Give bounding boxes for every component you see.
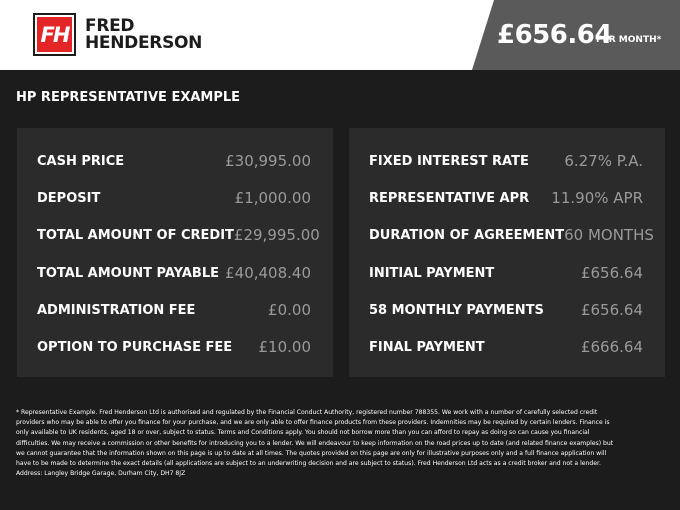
logo-icon[interactable]	[33, 13, 76, 56]
per-month-label: PER MONTH*	[596, 35, 662, 45]
finance-label: OPTION TO PURCHASE FEE	[37, 339, 233, 355]
finance-value: 6.27% P.A.	[564, 152, 643, 170]
finance-value: £0.00	[268, 301, 311, 319]
finance-disclaimer: * Representative Example. Fred Henderson Ltd is authorised and regulated by the Financial Conduct Authority, registered number 788355. We work with a number of carefully selected credit providers who may be able to offer you finance for your purchase, and we are only able to offer finance products from these providers. Indemnities may be required by certain lenders. Finance is only available to UK residents, aged 18 or over, subject to status. Terms and Conditions apply. You should not borrow more than you can afford to repay as doing so can cause you financial difficulties. We may receive a commission or other benefits for introducing you to a lender. We will endeavour to keep information on the road prices up to date (and related finance examples) but we cannot guarantee that the information shown on this page is up to date at all times. The quotes provided on this page are only for illustrative purposes only and a full finance application will have to be made to determine the exact details (all applications are subject to an underwriting decision and are subject to status). Fred Henderson Ltd acts as a credit broker and not a lender. Address: Langley Bridge Garage, Durham City, DH7 8JZ	[16, 409, 614, 478]
finance-row	[37, 299, 311, 321]
finance-value: £656.64	[580, 264, 643, 282]
finance-label: ADMINISTRATION FEE	[37, 302, 196, 318]
section-title: HP REPRESENTATIVE EXAMPLE	[16, 90, 241, 105]
logo-initials: FH	[35, 15, 74, 54]
finance-row	[37, 187, 311, 209]
finance-label: INITIAL PAYMENT	[369, 265, 495, 281]
finance-value: £40,408.40	[225, 264, 311, 282]
finance-row	[369, 224, 654, 246]
finance-panel-left	[17, 128, 333, 377]
finance-row	[369, 187, 643, 209]
finance-label: 58 MONTHLY PAYMENTS	[369, 302, 544, 318]
finance-label: CASH PRICE	[37, 153, 125, 169]
finance-row	[369, 299, 643, 321]
monthly-price: £656.64	[497, 20, 612, 50]
finance-row	[37, 262, 311, 284]
finance-label: FIXED INTEREST RATE	[369, 153, 529, 169]
finance-label: DURATION OF AGREEMENT	[369, 227, 565, 243]
finance-value: 60 MONTHS	[564, 226, 654, 244]
finance-label: TOTAL AMOUNT PAYABLE	[37, 265, 219, 281]
finance-label: TOTAL AMOUNT OF CREDIT	[37, 227, 234, 243]
finance-value: 11.90% APR	[551, 189, 643, 207]
finance-row	[369, 262, 643, 284]
finance-value: £656.64	[580, 301, 643, 319]
finance-row	[369, 336, 643, 358]
finance-row	[37, 336, 311, 358]
finance-value: £30,995.00	[225, 152, 311, 170]
logo-text[interactable]	[85, 18, 202, 52]
logo-line-2: HENDERSON	[85, 33, 203, 53]
finance-row	[369, 150, 643, 172]
finance-value: £666.64	[580, 338, 643, 356]
finance-label: FINAL PAYMENT	[369, 339, 485, 355]
finance-row	[37, 150, 311, 172]
finance-value: £1,000.00	[234, 189, 311, 207]
finance-label: REPRESENTATIVE APR	[369, 190, 530, 206]
finance-label: DEPOSIT	[37, 190, 101, 206]
finance-value: £29,995.00	[233, 226, 320, 244]
finance-value: £10.00	[258, 338, 311, 356]
finance-panel-right	[349, 128, 665, 377]
logo-line-1: FRED	[85, 16, 135, 36]
finance-row	[37, 224, 320, 246]
